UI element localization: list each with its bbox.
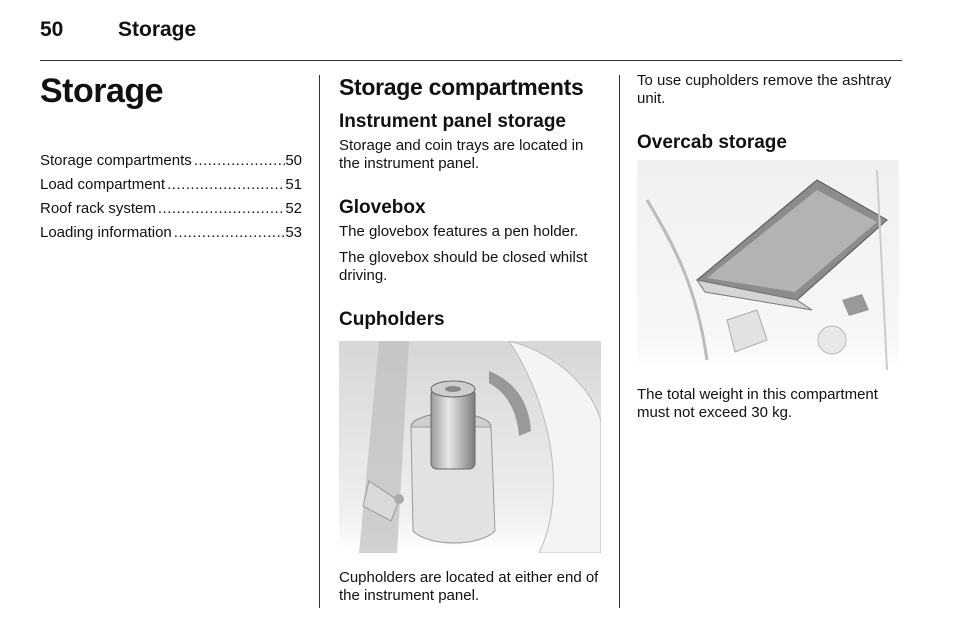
toc-entry-page: 52 <box>285 200 302 217</box>
toc-entry-page: 51 <box>285 176 302 193</box>
toc-entry-page: 53 <box>285 224 302 241</box>
cupholders-heading: Cupholders <box>339 309 445 330</box>
cupholder-illustration <box>339 341 601 553</box>
chapter-title: Storage <box>40 72 164 110</box>
instrument-panel-heading: Instrument panel storage <box>339 111 566 132</box>
toc-entry[interactable] <box>40 197 302 221</box>
toc-leader-dots <box>165 173 285 197</box>
chapter-column <box>40 72 302 245</box>
toc-entry-label: Roof rack system <box>40 200 156 217</box>
cupholders-caption: Cupholders are located at either end of the instrument panel. <box>339 569 599 604</box>
storage-compartments-column <box>339 72 603 613</box>
page-number: 50 <box>40 18 64 41</box>
toc-leader-dots <box>156 197 285 221</box>
toc-entry-page: 50 <box>285 152 302 169</box>
glovebox-text-2: The glovebox should be closed whilst driving. <box>339 249 588 284</box>
instrument-panel-text: Storage and coin trays are located in the instrument panel. <box>339 137 584 172</box>
toc-entry[interactable] <box>40 173 302 197</box>
table-of-contents <box>40 149 302 245</box>
column-divider <box>619 75 620 608</box>
toc-entry-label: Load compartment <box>40 176 166 193</box>
toc-entry-label: Storage compartments <box>40 152 192 169</box>
overcab-text: The total weight in this compartment must not exceed 30 kg. <box>637 386 878 421</box>
toc-entry[interactable] <box>40 149 302 173</box>
toc-entry-label: Loading information <box>40 224 172 241</box>
column-divider <box>319 75 320 608</box>
overcab-storage-illustration <box>637 160 899 370</box>
overcab-heading: Overcab storage <box>637 132 787 153</box>
toc-leader-dots <box>192 149 286 173</box>
overcab-column <box>637 72 901 430</box>
glovebox-text-1: The glovebox features a pen holder. <box>339 223 579 240</box>
running-header-title: Storage <box>118 18 197 41</box>
header-rule <box>40 60 902 61</box>
toc-entry[interactable] <box>40 221 302 245</box>
glovebox-heading: Glovebox <box>339 197 426 218</box>
section-title: Storage compartments <box>339 74 584 100</box>
toc-leader-dots <box>172 221 286 245</box>
cupholders-continued-text: To use cupholders remove the ashtray unit. <box>637 72 892 107</box>
